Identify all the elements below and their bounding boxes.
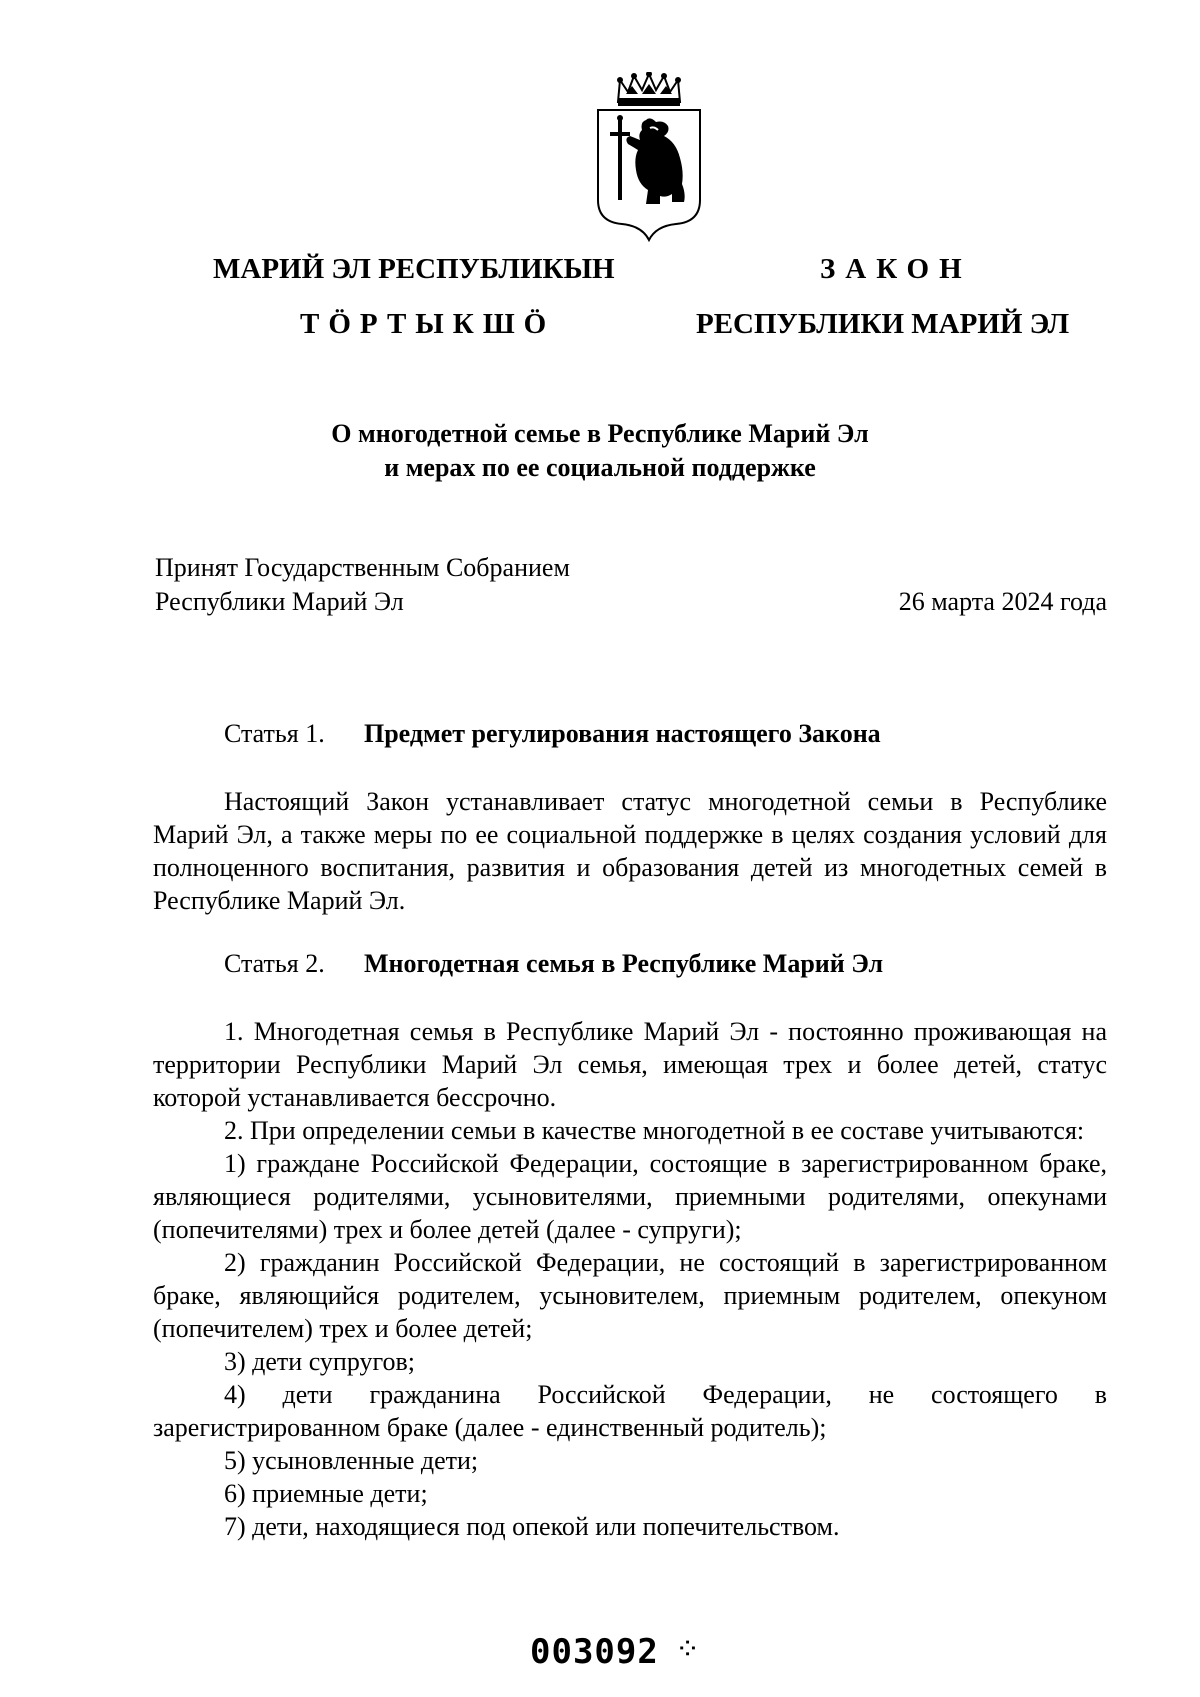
sword-icon [610, 115, 630, 200]
article2-paragraph: 3) дети супругов; [224, 1347, 415, 1376]
article1-name: Предмет регулирования настоящего Закона [364, 719, 881, 748]
article2-paragraph: 7) дети, находящиеся под опекой или попечительством. [224, 1512, 840, 1541]
stamp-mark-icon: ⁘ [675, 1633, 701, 1666]
header-left-line1: МАРИЙ ЭЛ РЕСПУБЛИКЫН [213, 253, 615, 285]
adoption-line1: Принят Государственным Собранием [155, 553, 570, 582]
article1-number: Статья 1. [224, 719, 325, 748]
article2-paragraph: 1) граждане Российской Федерации, состоящие в зарегистрированном браке, являющиеся родителями, усыновителями, приемными родителями, опекунами (попечителями) трех и более детей (далее - супруги); [153, 1149, 1107, 1244]
article2-paragraph: 2. При определении семьи в качестве многодетной в ее составе учитываются: [224, 1116, 1085, 1145]
header-right-line2: РЕСПУБЛИКИ МАРИЙ ЭЛ [696, 308, 1070, 340]
bear-icon [626, 118, 684, 204]
header-right-line1: ЗАКОН [820, 253, 972, 285]
article2-paragraph: 2) гражданин Российской Федерации, не состоящий в зарегистрированном браке, являющийся родителем, усыновителем, приемным родителем, опекуном (попечителем) трех и более детей; [153, 1248, 1107, 1343]
crown-icon [617, 72, 681, 106]
article2-heading [224, 949, 883, 979]
article2-body [153, 1015, 1107, 1543]
article1-body [153, 785, 1107, 917]
adoption-line2: Республики Марий Эл [155, 587, 404, 616]
article2-number: Статья 2. [224, 949, 325, 978]
article1-heading [224, 719, 881, 749]
article1-paragraph: Настоящий Закон устанавливает статус многодетной семьи в Республике Марий Эл, а также меры по ее социальной поддержке в целях создания условий для полноценного воспитания, развития и образования детей из многодетных семей в Республике Марий Эл. [153, 787, 1107, 915]
law-title-line1: О многодетной семье в Республике Марий Эл [331, 419, 869, 448]
article2-name: Многодетная семья в Республике Марий Эл [364, 949, 884, 978]
article2-paragraph: 1. Многодетная семья в Республике Марий Эл - постоянно проживающая на территории Республики Марий Эл семья, имеющая трех и более детей, статус которой устанавливается бессрочно. [153, 1017, 1107, 1112]
article2-paragraph: 5) усыновленные дети; [224, 1446, 479, 1475]
article2-paragraph: 4) дети гражданина Российской Федерации, не состоящего в зарегистрированном браке (далее - единственный родитель); [153, 1380, 1107, 1442]
article2-paragraph: 6) приемные дети; [224, 1479, 428, 1508]
header-left-line2: ТӦРТЫКШӦ [300, 308, 556, 340]
law-title-line2: и мерах по ее социальной поддержке [384, 453, 816, 482]
coat-of-arms-icon [590, 72, 708, 242]
serial-number: 003092 [530, 1632, 659, 1672]
adoption-date: 26 марта 2024 года [898, 587, 1107, 616]
